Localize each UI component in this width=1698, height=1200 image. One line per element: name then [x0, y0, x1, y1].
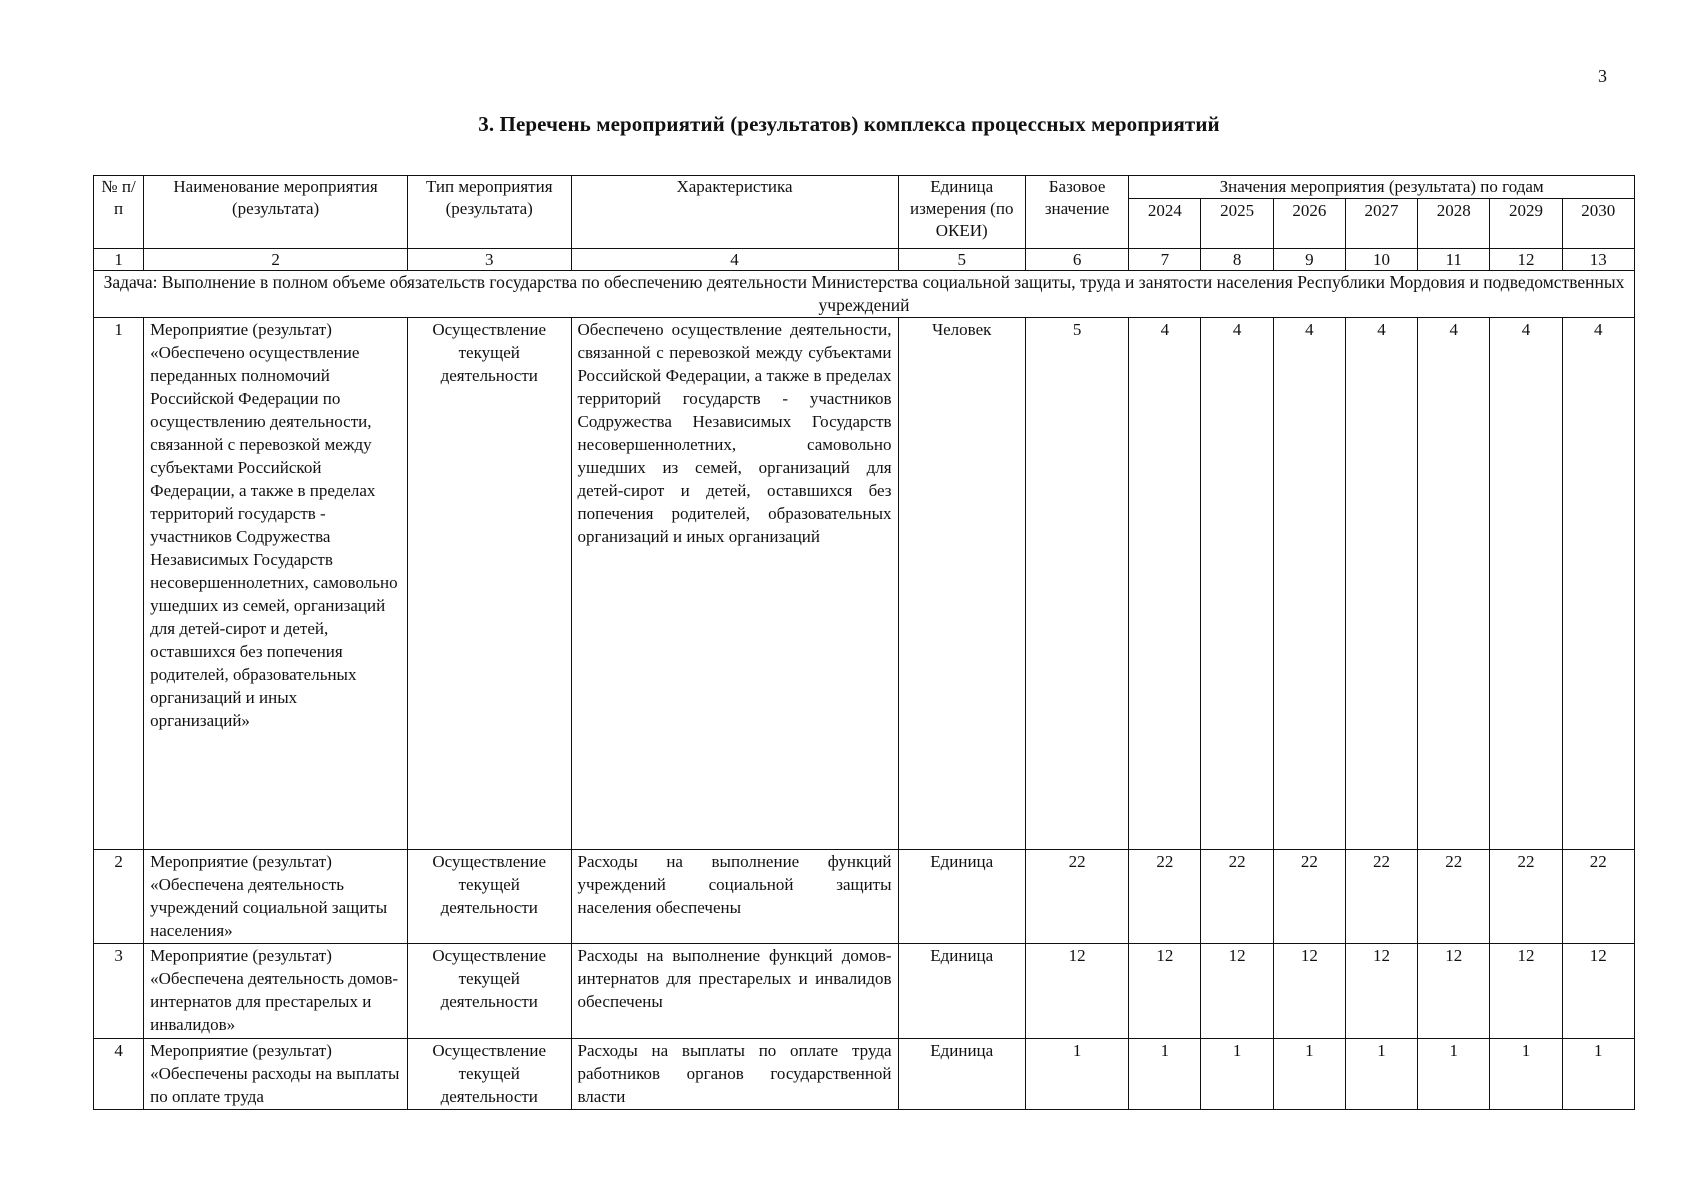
table-body: [94, 271, 1635, 1110]
table-row: [94, 1039, 1635, 1110]
document-title: 3. Перечень мероприятий (результатов) комплекса процессных мероприятий: [478, 112, 1220, 136]
task-text: Задача: Выполнение в полном объеме обязательств государства по обеспечению деятельности Министерства социальной защиты, труда и занятости населения Республики Мордовия и подведомственных учреждений: [94, 271, 1635, 318]
row-characteristic: Расходы на выполнение функций учреждений социальной защиты населения обеспечены: [571, 850, 898, 944]
row-type: Осуществление текущей деятельности: [407, 850, 571, 944]
column-number: 11: [1418, 249, 1490, 271]
page-number: 3: [1598, 66, 1607, 86]
row-value: 4: [1273, 318, 1345, 850]
table-row: [94, 850, 1635, 944]
column-number: 7: [1129, 249, 1201, 271]
column-number: 1: [94, 249, 144, 271]
row-characteristic: Обеспечено осуществление деятельности, связанной с перевозкой между субъектами Российской Федерации, а также в пределах территорий государств - участников Содружества Независимых Государств несовершеннолетних, самовольно ушедших из семей, организаций для детей-сирот и детей, оставшихся без попечения родителей, образовательных организаций и иных организаций: [571, 318, 898, 850]
row-value: 12: [1129, 944, 1201, 1039]
header-year: 2029: [1490, 199, 1562, 249]
row-value: 22: [1418, 850, 1490, 944]
row-value: 4: [1345, 318, 1417, 850]
row-characteristic: Расходы на выполнение функций домов-интернатов для престарелых и инвалидов обеспечены: [571, 944, 898, 1039]
header-year: 2026: [1273, 199, 1345, 249]
row-name: Мероприятие (результат) «Обеспечено осуществление переданных полномочий Российской Федерации по осуществлению деятельности, связанной с перевозкой между субъектами Российской Федерации, а также в пределах территорий государств - участников Содружества Независимых Государств несовершеннолетних, самовольно ушедших из семей, организаций для детей-сирот и детей, оставшихся без попечения родителей, образовательных организаций и иных организаций»: [144, 318, 408, 850]
row-value: 1: [1345, 1039, 1417, 1110]
row-name: Мероприятие (результат) «Обеспечена деятельность учреждений социальной защиты населения»: [144, 850, 408, 944]
header-type: Тип мероприятия (результата): [407, 176, 571, 249]
column-number: 6: [1025, 249, 1128, 271]
row-unit: Единица: [898, 1039, 1025, 1110]
row-value: 1: [1129, 1039, 1201, 1110]
row-type: Осуществление текущей деятельности: [407, 1039, 571, 1110]
row-unit: Единица: [898, 850, 1025, 944]
header-num: № п/п: [94, 176, 144, 249]
row-value: 4: [1201, 318, 1273, 850]
row-value: 22: [1201, 850, 1273, 944]
row-num: 1: [94, 318, 144, 850]
row-type: Осуществление текущей деятельности: [407, 318, 571, 850]
row-base: 12: [1025, 944, 1128, 1039]
row-value: 1: [1418, 1039, 1490, 1110]
header-unit: Единица измерения (по ОКЕИ): [898, 176, 1025, 249]
column-number: 3: [407, 249, 571, 271]
header-values-by-year: Значения мероприятия (результата) по годам: [1129, 176, 1635, 199]
row-value: 12: [1201, 944, 1273, 1039]
row-num: 2: [94, 850, 144, 944]
column-number-row: [94, 249, 1635, 271]
table-row: [94, 944, 1635, 1039]
row-value: 12: [1490, 944, 1562, 1039]
row-value: 12: [1418, 944, 1490, 1039]
header-base: Базовое значение: [1025, 176, 1128, 249]
row-value: 1: [1490, 1039, 1562, 1110]
header-year: 2024: [1129, 199, 1201, 249]
column-number: 2: [144, 249, 408, 271]
row-base: 22: [1025, 850, 1128, 944]
row-num: 3: [94, 944, 144, 1039]
row-characteristic: Расходы на выплаты по оплате труда работников органов государственной власти: [571, 1039, 898, 1110]
column-number: 4: [571, 249, 898, 271]
header-year: 2027: [1345, 199, 1417, 249]
column-number: 10: [1345, 249, 1417, 271]
row-value: 4: [1562, 318, 1634, 850]
row-value: 1: [1562, 1039, 1634, 1110]
row-value: 12: [1345, 944, 1417, 1039]
row-unit: Единица: [898, 944, 1025, 1039]
header-year: 2025: [1201, 199, 1273, 249]
row-value: 4: [1490, 318, 1562, 850]
header-year: 2030: [1562, 199, 1634, 249]
task-row: [94, 271, 1635, 318]
column-number: 9: [1273, 249, 1345, 271]
row-value: 22: [1273, 850, 1345, 944]
table-header: [94, 176, 1635, 271]
row-value: 4: [1418, 318, 1490, 850]
measures-table: [93, 175, 1635, 1110]
column-number: 8: [1201, 249, 1273, 271]
row-value: 1: [1273, 1039, 1345, 1110]
row-base: 5: [1025, 318, 1128, 850]
table-row: [94, 318, 1635, 850]
row-value: 22: [1562, 850, 1634, 944]
row-value: 1: [1201, 1039, 1273, 1110]
row-value: 12: [1273, 944, 1345, 1039]
row-type: Осуществление текущей деятельности: [407, 944, 571, 1039]
row-num: 4: [94, 1039, 144, 1110]
header-name: Наименование мероприятия (результата): [144, 176, 408, 249]
header-characteristic: Характеристика: [571, 176, 898, 249]
row-value: 12: [1562, 944, 1634, 1039]
row-value: 22: [1129, 850, 1201, 944]
column-number: 13: [1562, 249, 1634, 271]
row-unit: Человек: [898, 318, 1025, 850]
row-value: 22: [1345, 850, 1417, 944]
row-base: 1: [1025, 1039, 1128, 1110]
row-name: Мероприятие (результат) «Обеспечены расходы на выплаты по оплате труда: [144, 1039, 408, 1110]
row-name: Мероприятие (результат) «Обеспечена деятельность домов-интернатов для престарелых и инвалидов»: [144, 944, 408, 1039]
column-number: 5: [898, 249, 1025, 271]
row-value: 4: [1129, 318, 1201, 850]
header-year: 2028: [1418, 199, 1490, 249]
column-number: 12: [1490, 249, 1562, 271]
row-value: 22: [1490, 850, 1562, 944]
